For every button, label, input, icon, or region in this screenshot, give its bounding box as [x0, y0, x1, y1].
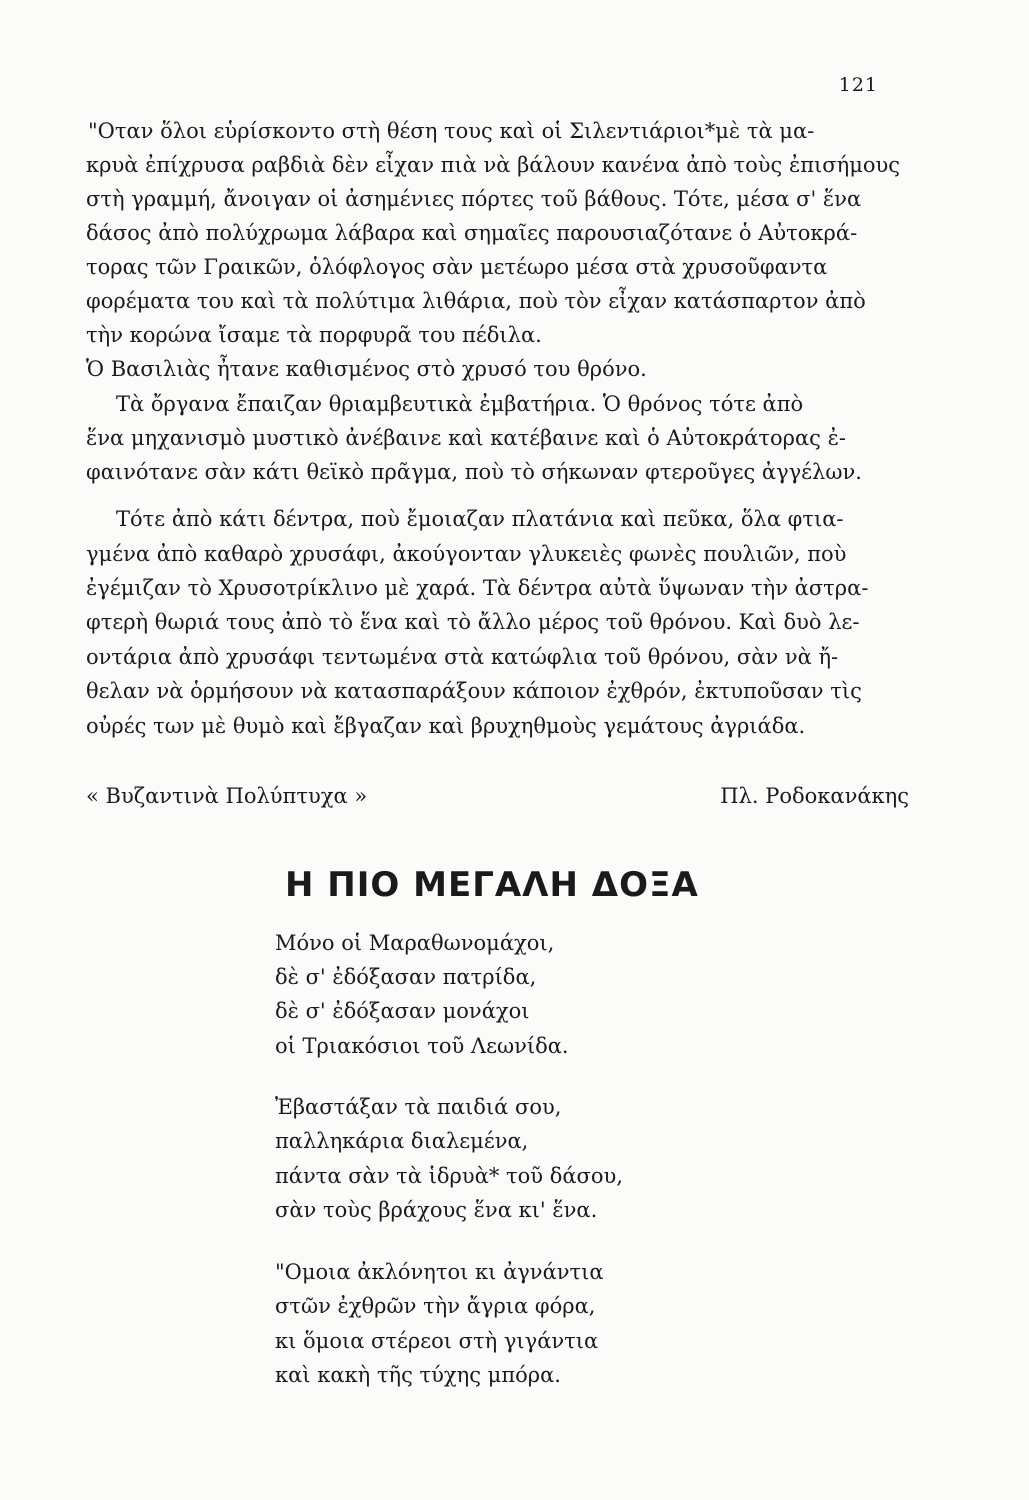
poem-line: "Ομοια ἀκλόνητοι κι ἀγνάντια — [275, 1260, 604, 1284]
prose-line: φαινότανε σὰν κάτι θεϊκὸ πρᾶγμα, ποὺ τὸ σήκωναν φτεροῦγες ἀγγέλων. — [86, 460, 862, 484]
prose-line: θελαν νὰ ὁρμήσουν νὰ κατασπαράξουν κάποιον ἐχθρόν, ἐκτυποῦσαν τὶς — [86, 679, 862, 703]
prose-line: ἕνα μηχανισμὸ μυστικὸ ἀνέβαινε καὶ κατέβαινε καὶ ὁ Αὐτοκράτορας ἐ- — [86, 426, 846, 450]
prose-line: φορέματα του καὶ τὰ πολύτιμα λιθάρια, ποὺ τὸν εἶχαν κατάσπαρτον ἀπὸ — [86, 289, 866, 313]
poem-line: οἱ Τριακόσιοι τοῦ Λεωνίδα. — [275, 1034, 569, 1058]
poem-line: καὶ κακὴ τῆς τύχης μπόρα. — [275, 1363, 561, 1387]
prose-line: γμένα ἀπὸ καθαρὸ χρυσάφι, ἀκούγονταν γλυκειὲς φωνὲς πουλιῶν, ποὺ — [86, 542, 847, 566]
source-author: Πλ. Ροδοκανάκης — [720, 784, 909, 808]
source-work: « Βυζαντινὰ Πολύπτυχα » — [86, 784, 368, 808]
prose-line: "Οταν ὅλοι εὑρίσκοντο στὴ θέση τους καὶ οἱ Σιλεντιάριοι*μὲ τὰ μα- — [88, 119, 815, 143]
prose-line: τορας τῶν Γραικῶν, ὁλόφλογος σὰν μετέωρο μέσα στὰ χρυσοῦφαντα — [86, 255, 828, 279]
prose-line: οντάρια ἀπὸ χρυσάφι τεντωμένα στὰ κατώφλια τοῦ θρόνου, σὰν νὰ ἤ- — [86, 645, 839, 669]
poem-line: παλληκάρια διαλεμένα, — [275, 1129, 529, 1153]
poem-line: στῶν ἐχθρῶν τὴν ἄγρια φόρα, — [275, 1294, 596, 1318]
prose-line: δάσος ἀπὸ πολύχρωμα λάβαρα καὶ σημαῖες παρουσιαζότανε ὁ Αὐτοκρά- — [86, 221, 858, 245]
poem-line: δὲ σ' ἐδόξασαν πατρίδα, — [275, 965, 537, 989]
poem-line: σὰν τοὺς βράχους ἕνα κι' ἕνα. — [275, 1198, 598, 1222]
poem-line: κι ὅμοια στέρεοι στὴ γιγάντια — [275, 1329, 599, 1353]
prose-line: στὴ γραμμή, ἄνοιγαν οἱ ἀσημένιες πόρτες τοῦ βάθους. Τότε, μέσα σ' ἕνα — [86, 187, 862, 211]
page-number: 121 — [838, 74, 878, 96]
prose-line: Ὁ Βασιλιὰς ἦτανε καθισμένος στὸ χρυσό του θρόνο. — [86, 357, 647, 381]
prose-line: Τὰ ὄργανα ἔπαιζαν θριαμβευτικὰ ἐμβατήρια. Ὁ θρόνος τότε ἀπὸ — [116, 392, 804, 416]
poem-line: δὲ σ' ἐδόξασαν μονάχοι — [275, 999, 530, 1023]
prose-line: φτερὴ θωριά τους ἀπὸ τὸ ἕνα καὶ τὸ ἄλλο μέρος τοῦ θρόνου. Καὶ δυὸ λε- — [86, 610, 860, 634]
poem-title: Η ΠΙΟ ΜΕΓΑΛΗ ΔΟΞΑ — [285, 865, 699, 905]
poem-line: πάντα σὰν τὰ ἱδρυὰ* τοῦ δάσου, — [275, 1164, 623, 1188]
prose-line: Τότε ἀπὸ κάτι δέντρα, ποὺ ἔμοιαζαν πλατάνια καὶ πεῦκα, ὅλα φτια- — [116, 507, 844, 531]
prose-line: ἐγέμιζαν τὸ Χρυσοτρίκλινο μὲ χαρά. Τὰ δέντρα αὐτὰ ὕψωναν τὴν ἀστρα- — [86, 576, 869, 600]
prose-line: κρυὰ ἐπίχρυσα ραβδιὰ δὲν εἶχαν πιὰ νὰ βάλουν κανένα ἀπὸ τοὺς ἐπισήμους — [86, 153, 901, 177]
poem-line: Ἐβαστάξαν τὰ παιδιά σου, — [275, 1095, 562, 1119]
poem-line: Μόνο οἱ Μαραθωνομάχοι, — [275, 931, 555, 955]
source-attribution — [86, 781, 909, 811]
prose-line: οὐρές των μὲ θυμὸ καὶ ἔβγαζαν καὶ βρυχηθμοὺς γεμάτους ἀγριάδα. — [86, 714, 806, 738]
prose-line: τὴν κορώνα ἴσαμε τὰ πορφυρᾶ του πέδιλα. — [86, 323, 542, 347]
